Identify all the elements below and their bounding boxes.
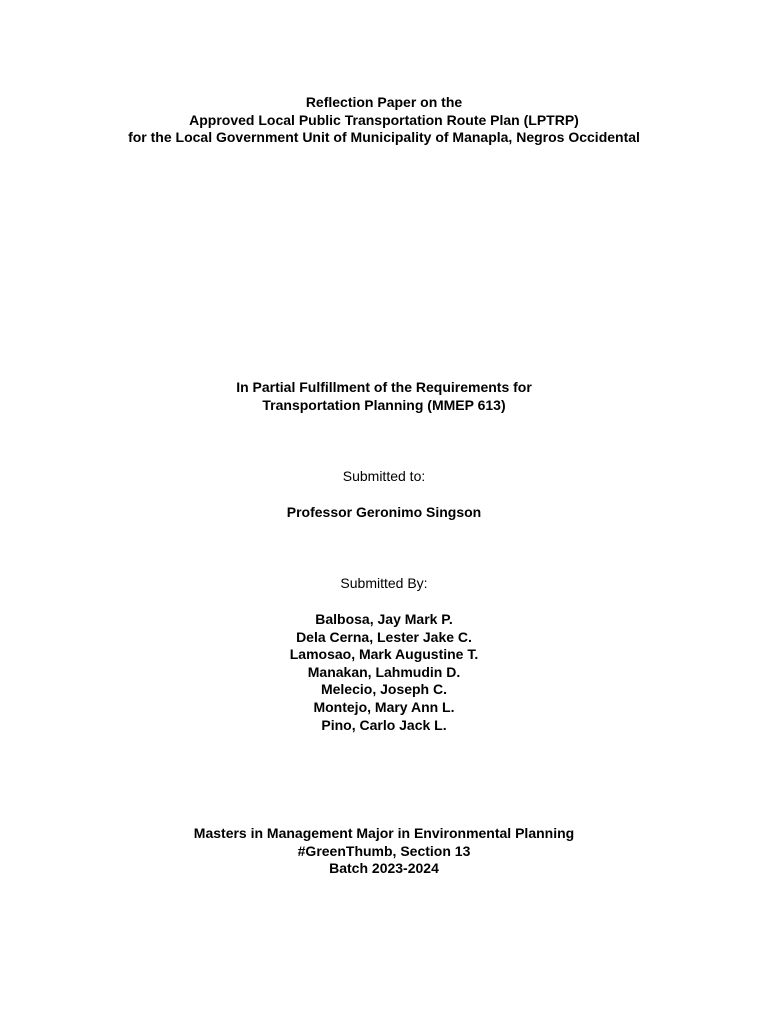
professor-name — [0, 504, 768, 522]
program-line-2: #GreenThumb, Section 13 — [297, 842, 471, 859]
title-line-3: for the Local Government Unit of Municipality of Manapla, Negros Occidental — [128, 129, 640, 146]
program-line-1: Masters in Management Major in Environmental Planning — [193, 825, 575, 841]
author-name: Melecio, Joseph C. — [320, 681, 448, 698]
professor-name-text: Professor Geronimo Singson — [286, 504, 482, 520]
program-line-3: Batch 2023-2024 — [329, 860, 439, 877]
author-name: Lamosao, Mark Augustine T. — [289, 646, 479, 663]
author-name: Balbosa, Jay Mark P. — [315, 611, 453, 627]
fulfillment-line-2: Transportation Planning (MMEP 613) — [262, 396, 506, 413]
fulfillment-line-1: In Partial Fulfillment of the Requirements for — [236, 379, 532, 395]
submitted-to-label-text: Submitted to: — [342, 468, 426, 484]
author-name: Montejo, Mary Ann L. — [313, 698, 455, 715]
program-block — [0, 825, 768, 878]
title-line-1: Reflection Paper on the — [305, 94, 463, 110]
title-block — [0, 94, 768, 147]
author-name: Dela Cerna, Lester Jake C. — [296, 628, 472, 645]
submitted-by-label — [0, 575, 768, 593]
author-name: Pino, Carlo Jack L. — [321, 716, 447, 733]
submitted-by-label-text: Submitted By: — [340, 575, 428, 591]
title-line-2: Approved Local Public Transportation Route Plan (LPTRP) — [189, 111, 579, 128]
submitted-to-label — [0, 468, 768, 486]
fulfillment-block — [0, 379, 768, 414]
author-name: Manakan, Lahmudin D. — [307, 663, 461, 680]
authors-list — [0, 611, 768, 734]
